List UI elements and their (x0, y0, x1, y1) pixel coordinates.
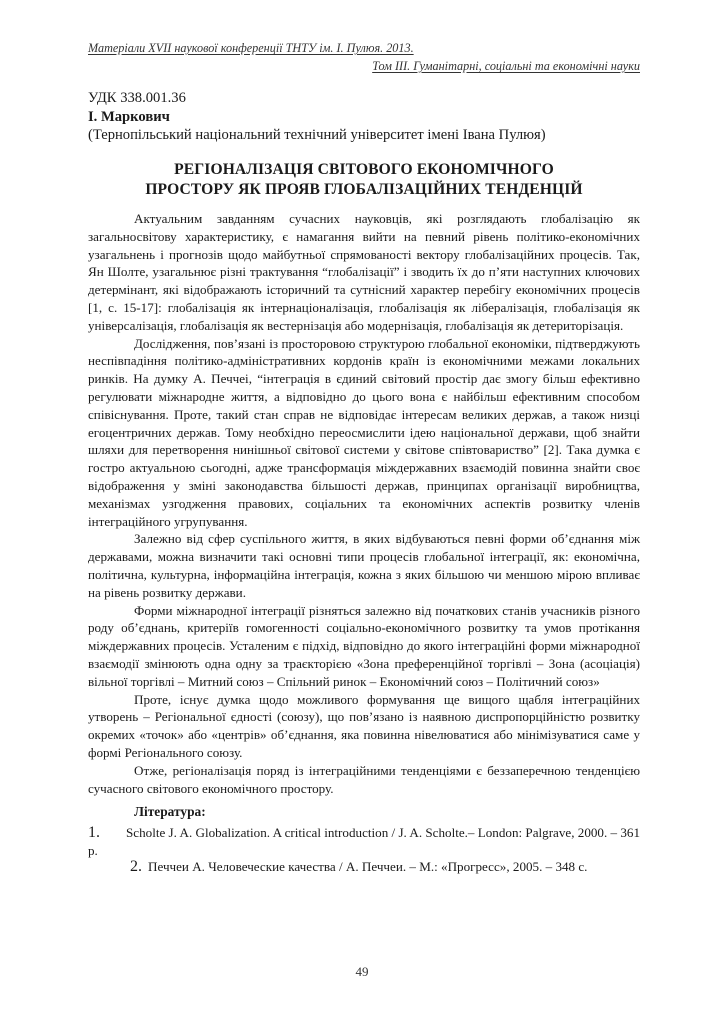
reference-text: Scholte J. A. Globalization. A critical introduction / J. A. Scholte.– London: Palgrave, 2000. – 361 p. (88, 825, 640, 858)
body-paragraph: Дослідження, пов’язані із просторовою структурою глобальної економіки, підтверджують неспівпадіння політико-адміністративних кордонів країн із економічними межами локальних ринків. На думку А. Печчеі, “інтеграція в єдиний світовий простір дає змогу більш ефективно регулювати міжнародне життя, а відповідно до цього вона є найбільш ефективним способом співіснування. Проте, такий стан справ не відповідає інтересам великих держав, а також низці егоцентричних держав. Тому необхідно переосмислити ідею національної держави, щоб знайти шляхи для перетворення нинішньої світової системи у світове співтовариство” [2]. Така думка є гостро актуальною сьогодні, адже трансформація міждержавних взаємодій повинна знайти своє відображення у зміні законодавства більшості держав, принципах організації виробництва, механізмах узгодження правових, соціальних та економічних аспектів розвитку членів інтеграційного угрупування. (88, 335, 640, 529)
body-paragraph: Проте, існує думка щодо можливого формування ще вищого щабля інтеграційних утворень – Регіональної єдності (союзу), що пов’язано із наявною диспропорційністю розвитку окремих «точок» або «центрів» об’єднання, яка повинна нівелюватися або мінімізуватися саме у формі Регіонального союзу. (88, 691, 640, 760)
reference-item (88, 824, 640, 860)
author-affiliation: (Тернопільський національний технічний університет імені Івана Пулюя) (88, 127, 546, 143)
page-number: 49 (355, 964, 369, 979)
literature-heading: Література: (134, 804, 206, 819)
udk-code: УДК 338.001.36 (88, 90, 186, 106)
title-line-1: РЕГІОНАЛІЗАЦІЯ СВІТОВОГО ЕКОНОМІЧНОГО (174, 161, 554, 178)
reference-text: Печчеи А. Человеческие качества / А. Печчеи. – М.: «Прогресс», 2005. – 348 с. (148, 859, 588, 874)
body-paragraph: Форми міжнародної інтеграції різняться залежно від початкових станів учасників різного роду об’єднань, критеріїв гомогенності соціально-економічного розвитку та умов протікання міждержавних процесів. Усталеним є підхід, відповідно до якого інтеграційні форми міжнародної взаємодії змінюють одна одну за траєкторією «Зона преференційної торгівлі – Зона (асоціація) вільної торгівлі – Митний союз – Спільний ринок – Економічний союз – Політичний союз» (88, 602, 640, 689)
reference-item (88, 858, 640, 876)
body-paragraph: Отже, регіоналізація поряд із інтеграційними тенденціями є беззаперечною тенденцією сучасного світового економічного простору. (88, 762, 640, 796)
body-paragraph: Залежно від сфер суспільного життя, в яких відбуваються певні форми об’єднання між державами, можна визначити такі основні типи процесів глобальної інтеграції, як: економічна, політична, культурна, інформаційна інтеграція, кожна з яких більшою чи меншою мірою впливає на рівень розвитку держави. (88, 531, 640, 600)
author-name: І. Маркович (88, 109, 170, 125)
running-header-conference: Матеріали XVІІ наукової конференції ТНТУ ім. І. Пулюя. 2013. (88, 41, 414, 55)
reference-number: 2. (130, 858, 142, 875)
reference-number: 1. (88, 824, 100, 841)
article-body (88, 210, 640, 797)
running-header-volume: Том ІІІ. Гуманітарні, соціальні та економічні науки (372, 59, 640, 73)
title-line-2: ПРОСТОРУ ЯК ПРОЯВ ГЛОБАЛІЗАЦІЙНИХ ТЕНДЕНЦІЙ (145, 181, 583, 198)
article-title (88, 160, 640, 200)
body-paragraph: Актуальним завданням сучасних науковців, які розглядають глобалізацію як загальносвітову характеристику, є намагання вийти на певний рівень політико-економічних узагальнень і прогнозів щодо майбутньої спрямованості вектору глобалізаційних процесів. Так, Ян Шолте, узагальнює різні трактування “глобалізації” і зводить їх до п’яти наступних ключових детермінант, які відображають історичний та сутнісний характер перебігу економічних процесів [1, с. 15-17]: глобалізація як інтернаціоналізація, глобалізація як лібералізація, глобалізація як універсалізація, глобалізація як вестернізація або модернізація, глобалізація як детериторізація. (88, 211, 640, 333)
